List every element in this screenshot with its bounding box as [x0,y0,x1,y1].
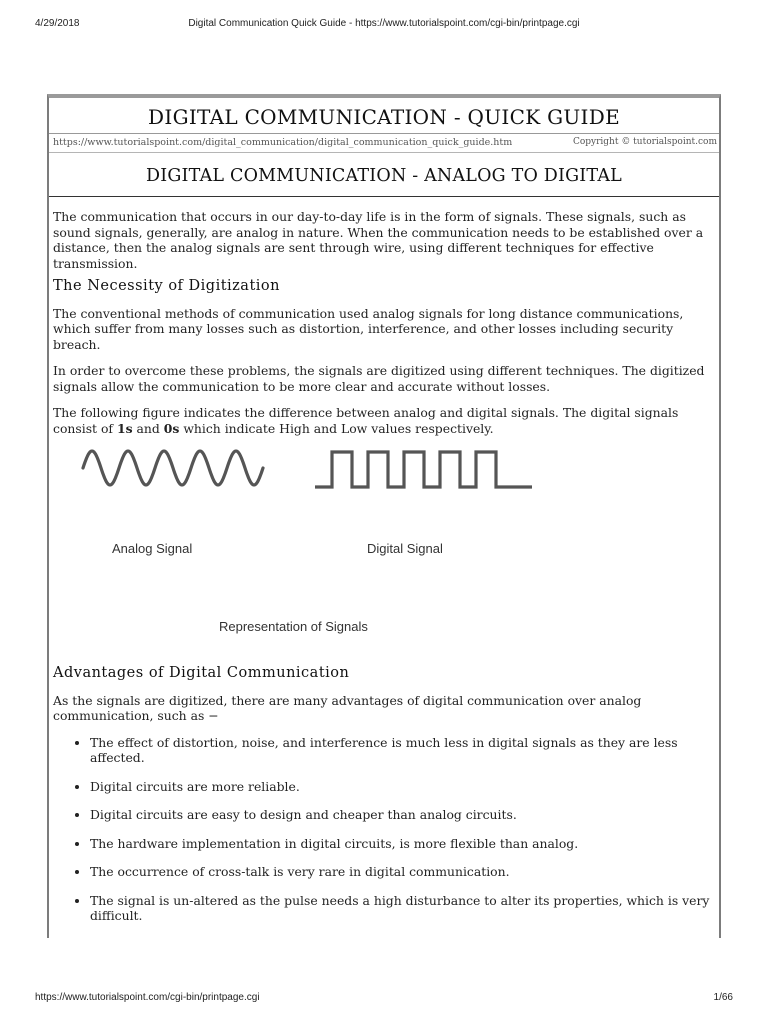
document-frame [47,94,721,938]
list-item: • The hardware implementation in digital circuits, is more flexible than analog. [90,836,715,852]
digital-signal-wave [315,452,532,487]
print-title: Digital Communication Quick Guide - https://www.tutorialspoint.com/cgi-bin/printpage.cgi [188,18,580,29]
list-item: • The signal is un-altered as the pulse needs a high disturbance to alter its properties, which is very difficult. [90,893,715,924]
print-footer [0,992,768,1006]
page-title: DIGITAL COMMUNICATION - QUICK GUIDE [49,98,719,134]
list-item: • The effect of distortion, noise, and interference is much less in digital signals as they are less affected. [90,735,715,766]
article-body [49,209,719,924]
digital-signal-label: Digital Signal [367,541,443,556]
p3-text-mid: and [132,420,164,436]
intro-paragraph: The communication that occurs in our day-to-day life is in the form of signals. These signals, such as sound signals, generally, are analog in nature. When the communication needs to be established over a distance, then the analog signals are sent through wire, using different techniques for effective transmission. [53,209,704,271]
copyright-text: Copyright © tutorialspoint.com [572,137,717,147]
necessity-paragraph-1: The conventional methods of communication used analog signals for long distance communications, which suffer from many losses such as distortion, interference, and other losses including security breach. [53,305,684,352]
p3-bold-zeros: 0s [163,420,180,436]
print-header [0,18,768,32]
p3-text-end: which indicate High and Low values respectively. [179,420,494,436]
list-item: • Digital circuits are easy to design and cheaper than analog circuits. [90,807,715,823]
p3-bold-ones: 1s [116,420,133,436]
analog-signal-wave [83,451,263,485]
list-item: • The occurrence of cross-talk is very rare in digital communication. [90,864,715,880]
page-number: 1/66 [713,992,733,1003]
necessity-paragraph-3 [53,405,715,436]
print-date: 4/29/2018 [35,18,80,29]
figure-caption: Representation of Signals [219,619,368,634]
advantages-heading: Advantages of Digital Communication [53,665,350,681]
footer-url: https://www.tutorialspoint.com/cgi-bin/printpage.cgi [35,992,260,1003]
source-line [49,134,719,153]
p3-text-start: The following figure indicates the difference between analog and digital signals. The digital signals consist of [53,405,679,436]
advantages-intro: As the signals are digitized, there are many advantages of digital communication over analog communication, such as − [53,692,642,723]
list-item: • Digital circuits are more reliable. [90,779,715,795]
necessity-heading: The Necessity of Digitization [53,278,280,294]
section-title: DIGITAL COMMUNICATION - ANALOG TO DIGITAL [49,153,719,197]
advantages-list [53,735,715,924]
analog-signal-label: Analog Signal [112,541,193,556]
necessity-paragraph-2: In order to overcome these problems, the signals are digitized using different techniques. The digitized signals allow the communication to be more clear and accurate without losses. [53,363,705,394]
signals-figure [53,436,715,666]
source-url-link[interactable]: https://www.tutorialspoint.com/digital_communication/digital_communication_quick_guide.htm [53,137,513,148]
